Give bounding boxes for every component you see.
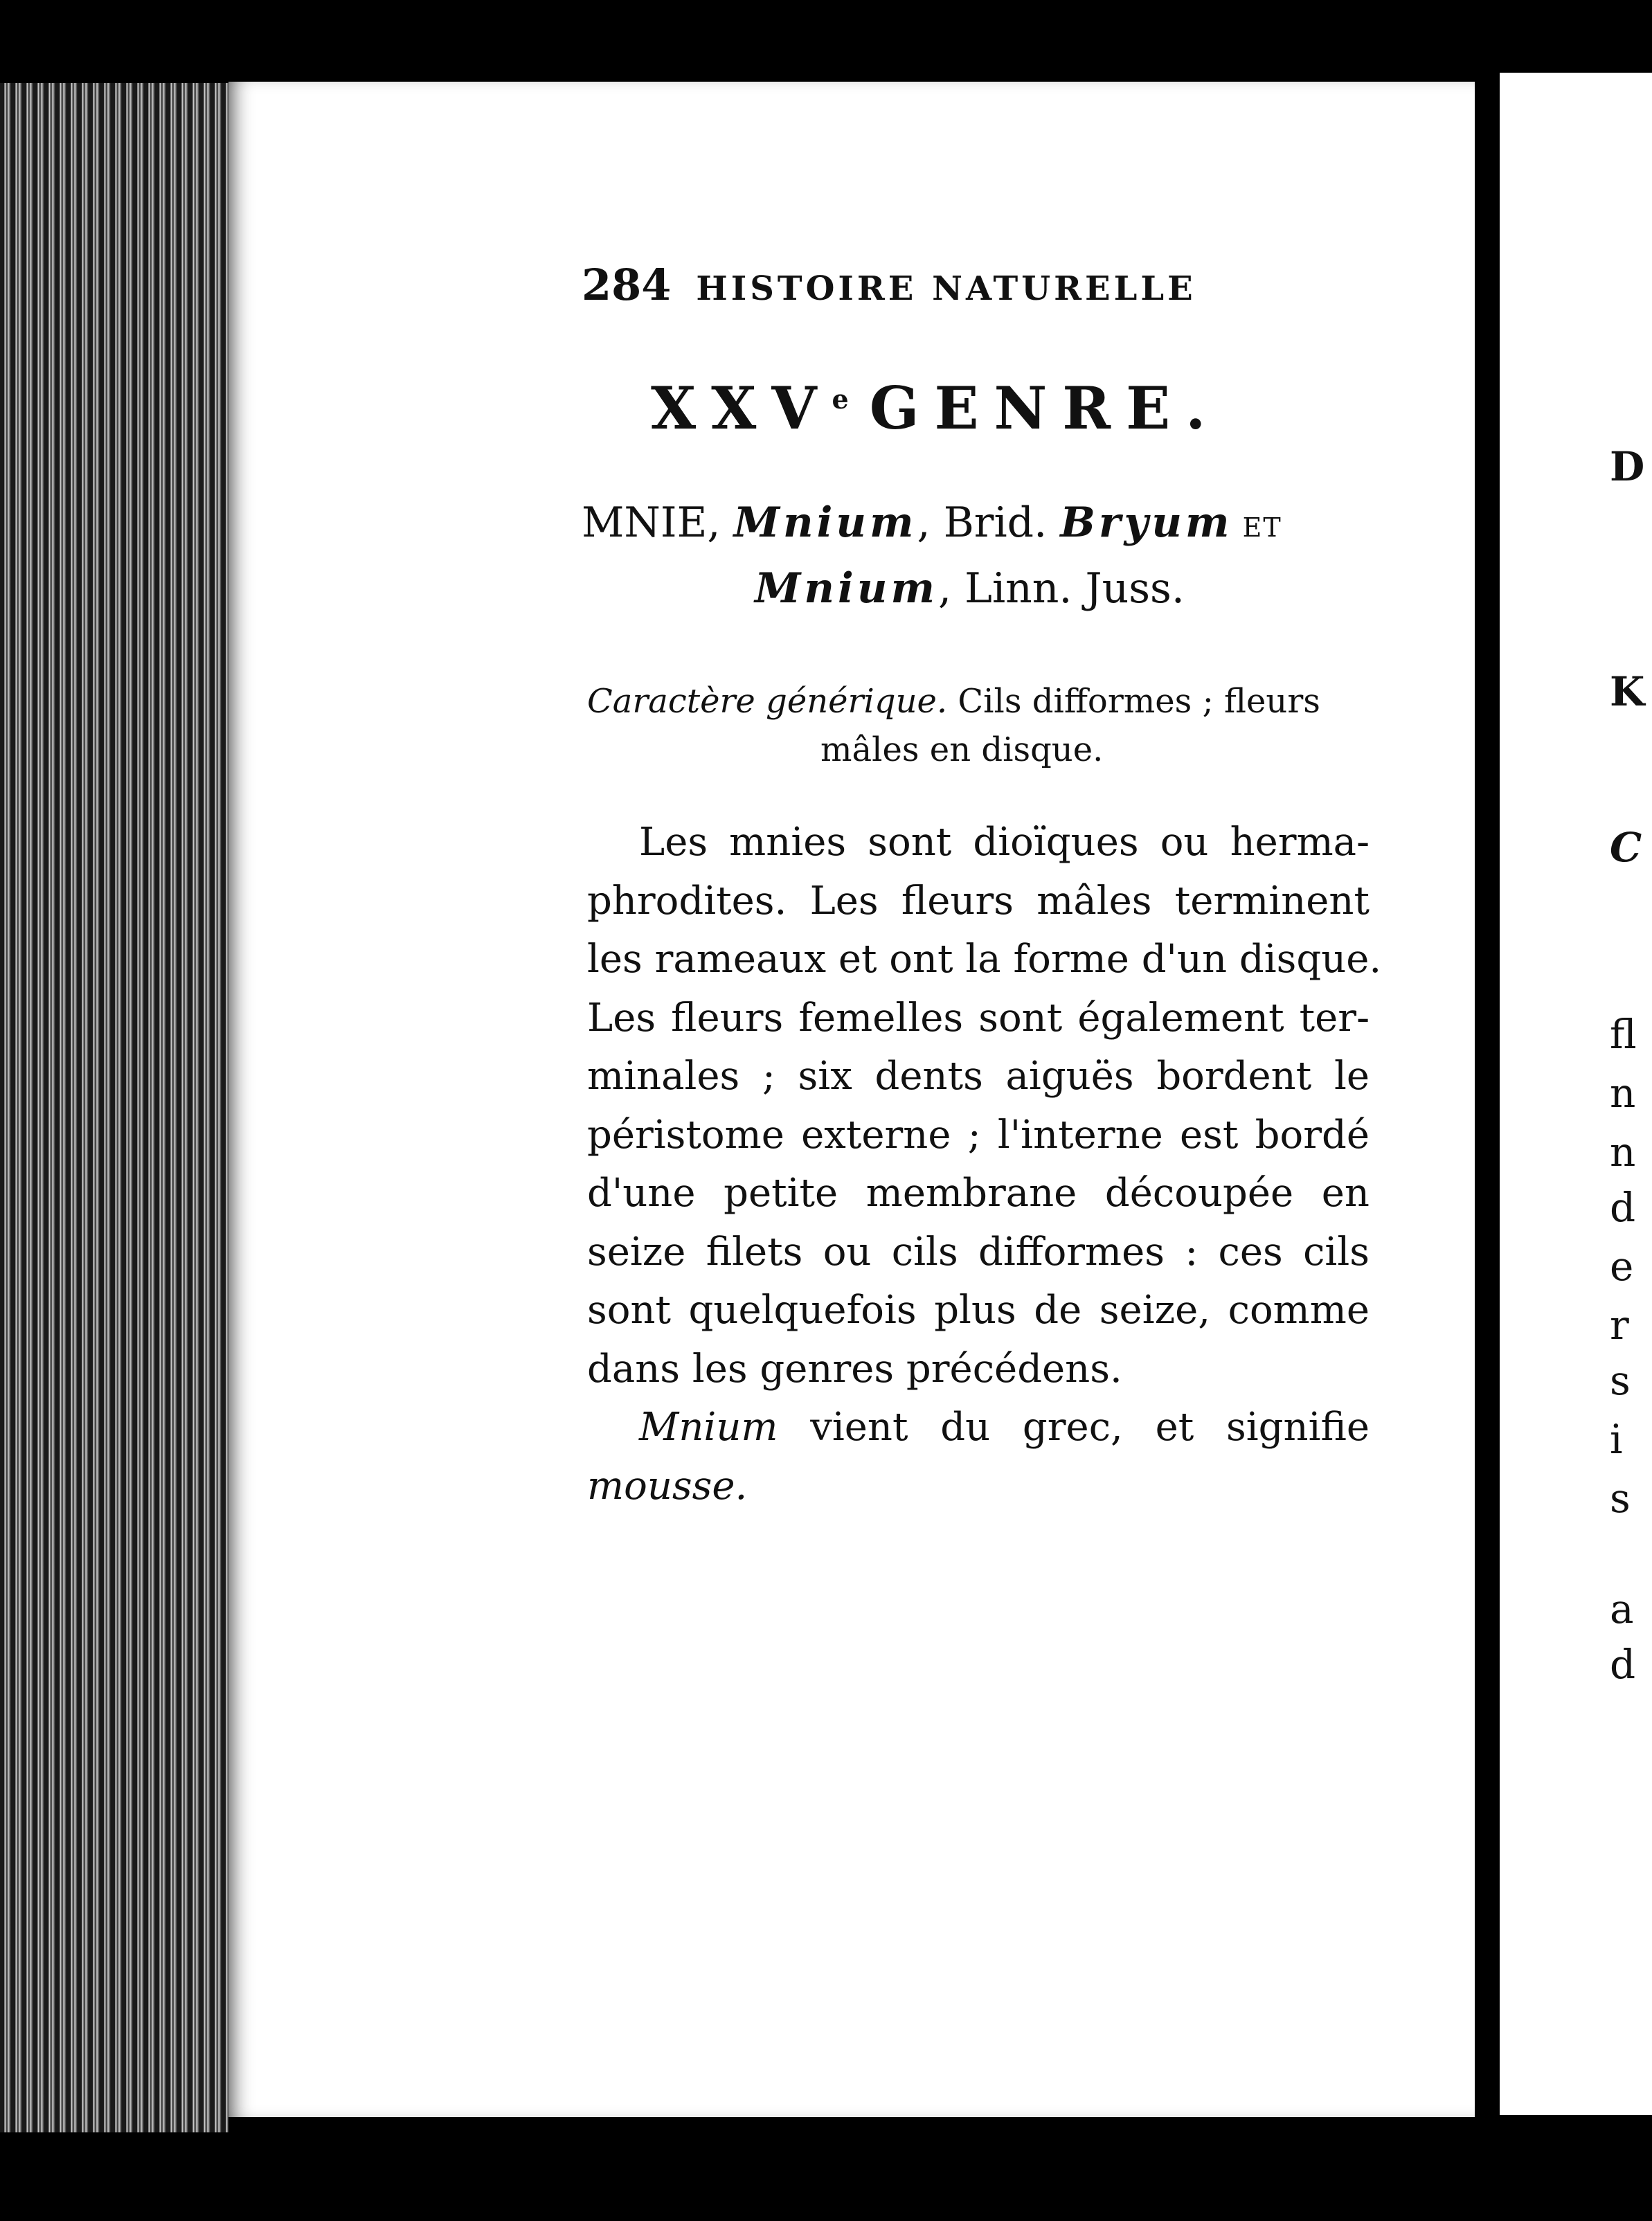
- right-page-letter: n: [1610, 1129, 1636, 1176]
- right-page-letter: a: [1610, 1585, 1634, 1633]
- right-page-letter: s: [1610, 1357, 1631, 1404]
- page-number: 284: [582, 260, 672, 310]
- right-page-letter: r: [1610, 1302, 1629, 1349]
- right-page-letter: i: [1610, 1416, 1623, 1463]
- right-page-letter: fl: [1610, 1011, 1637, 1058]
- body-line: minales ; six dents aiguës bordent le: [587, 1054, 1370, 1099]
- genre-superscript: e: [832, 384, 849, 415]
- right-page-letter: K: [1610, 668, 1645, 715]
- genre-word: GENRE.: [869, 374, 1221, 442]
- title-mnie: MNIE,: [582, 498, 734, 547]
- body-line: seize filets ou cils difformes : ces cils: [587, 1229, 1370, 1275]
- body-line: dans les genres précédens.: [587, 1346, 1122, 1392]
- right-page-letter: D: [1610, 443, 1645, 490]
- body-line: sont quelquefois plus de seize, comme: [587, 1288, 1370, 1333]
- generic-character-line-1: [587, 682, 1320, 721]
- generic-character-label: Caractère générique.: [587, 682, 948, 721]
- etymology-meaning: mousse.: [587, 1463, 748, 1509]
- body-paragraph: [587, 813, 1382, 1516]
- right-page-letter: e: [1610, 1243, 1634, 1290]
- body-line: Les fleurs femelles sont également ter-: [587, 995, 1370, 1041]
- generic-character-text: Cils difformes ; fleurs: [947, 682, 1320, 721]
- body-line: phrodites. Les fleurs mâles terminent: [587, 878, 1370, 924]
- title-bryum: Bryum: [1060, 498, 1233, 547]
- running-head-title: HISTOIRE NATURELLE: [696, 269, 1196, 308]
- generic-character-line-2: mâles en disque.: [820, 730, 1104, 769]
- right-page-letter: n: [1610, 1070, 1636, 1117]
- book-page-edges: [0, 83, 228, 2132]
- genre-number: XXV: [651, 374, 832, 442]
- running-head: [582, 260, 1196, 310]
- title-line-2: [755, 564, 1185, 613]
- title-brid: , Brid.: [917, 498, 1061, 547]
- right-page-letter: C: [1610, 824, 1642, 871]
- right-page-letter: d: [1610, 1641, 1636, 1688]
- etymology-line: [587, 1399, 1370, 1457]
- etymology-word: Mnium: [639, 1405, 778, 1450]
- title-et: ET: [1232, 512, 1282, 543]
- body-line: d'une petite membrane découpée en: [587, 1171, 1370, 1216]
- genre-heading: [651, 374, 1221, 442]
- right-page-letter: s: [1610, 1475, 1631, 1522]
- etymology-text: vient du grec, et signifie: [778, 1405, 1370, 1450]
- etymology-line-2: [587, 1457, 1370, 1516]
- right-page-letter: d: [1610, 1184, 1636, 1231]
- body-line: les rameaux et ont la forme d'un disque.: [587, 937, 1382, 982]
- bottom-shadow: [0, 2139, 1640, 2221]
- title-line-1: [582, 498, 1282, 547]
- body-line: péristome externe ; l'interne est bordé: [587, 1112, 1370, 1158]
- title-linn-juss: , Linn. Juss.: [937, 564, 1185, 613]
- title-mnium-2: Mnium: [755, 564, 938, 613]
- body-line: Les mnies sont dioïques ou herma-: [639, 820, 1370, 865]
- title-mnium: Mnium: [733, 498, 917, 547]
